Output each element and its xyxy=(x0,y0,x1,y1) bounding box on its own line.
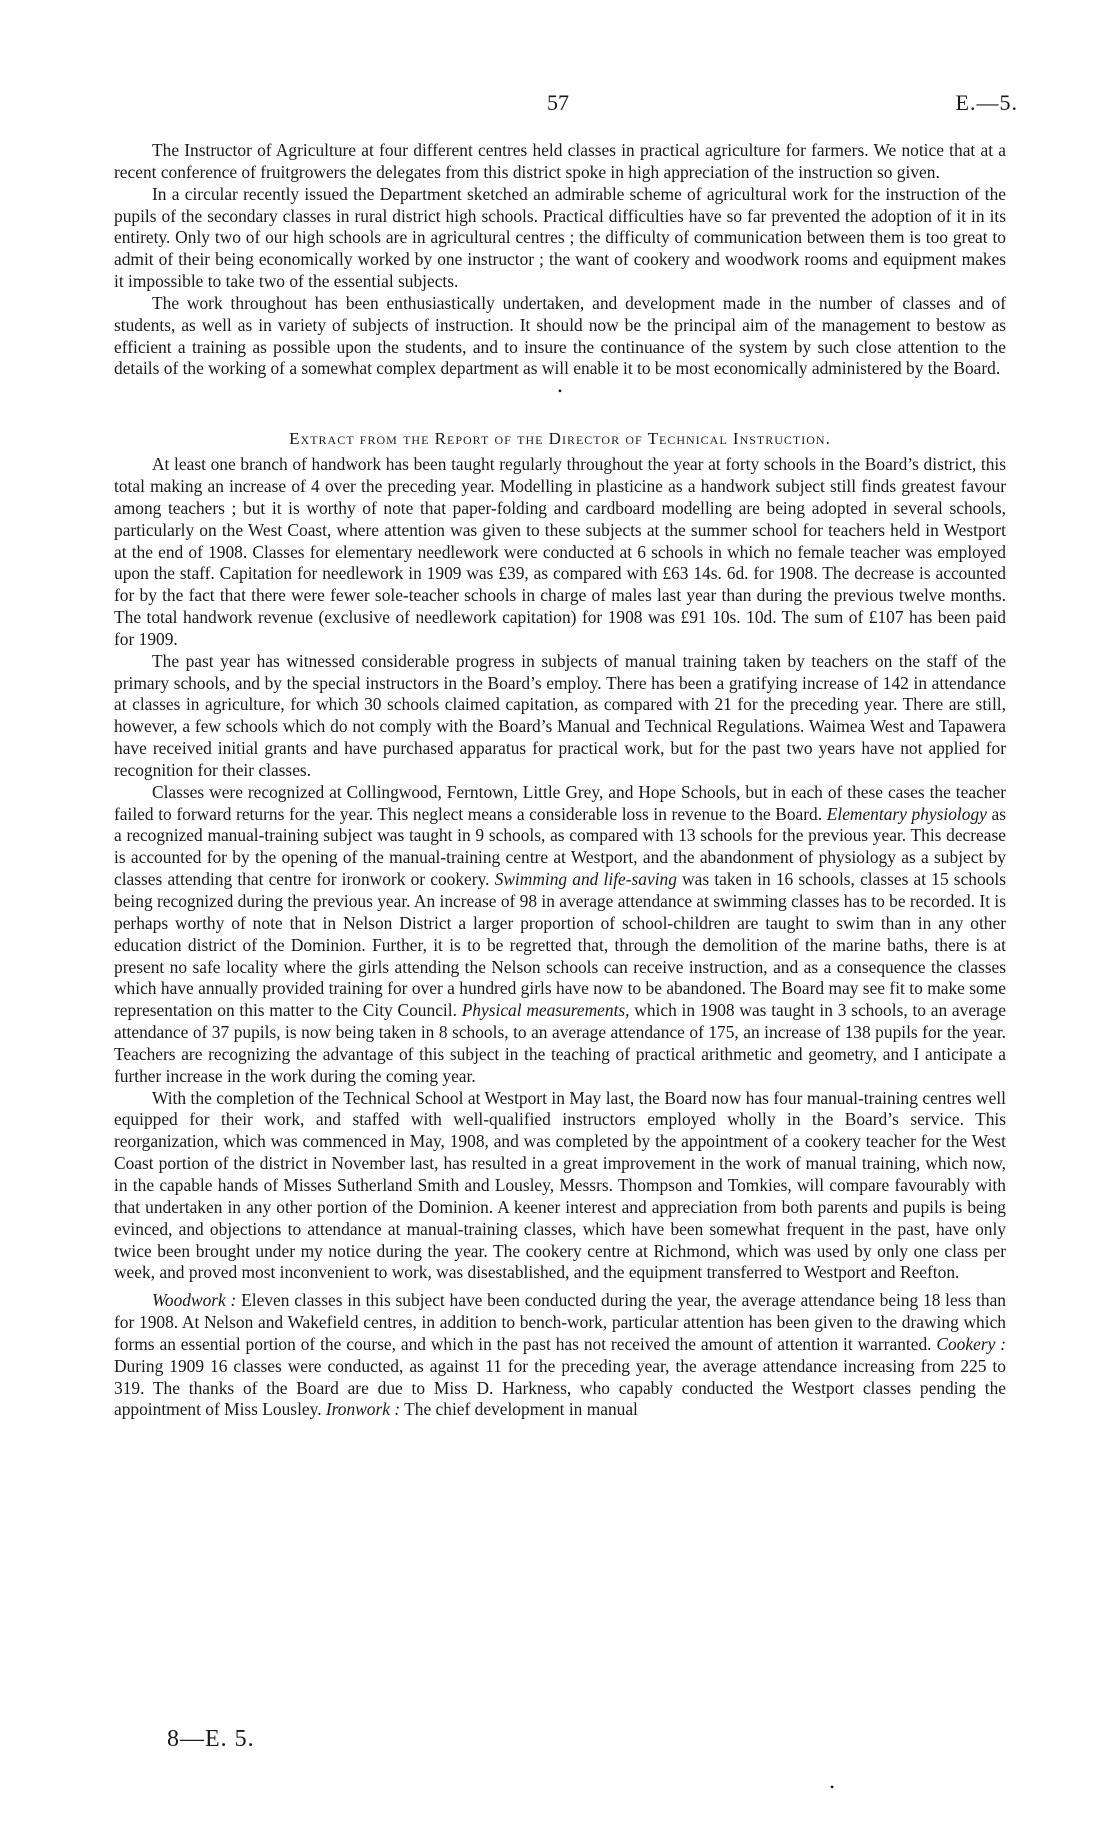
p8-italic-ironwork: Ironwork : xyxy=(325,1399,401,1420)
paragraph-woodwork-cookery xyxy=(114,1290,1006,1421)
paragraph-handwork: At least one branch of handwork has been taught regularly throughout the year at forty schools in the Board’s district, this total making an increase of 4 over the preceding year. Modelling in plasticine as a handwork subject still finds greatest favour among teachers ; but it is worthy of note that paper-folding and cardboard modelling are being adopted in several schools, particularly on the West Coast, where attention was given to these subjects at the summer school for teachers held in Westport at the end of 1908. Classes for elementary needlework were conducted at 6 schools in which no female teacher was employed upon the staff. Capitation for needlework in 1909 was £39, as compared with £63 14s. 6d. for 1908. The decrease is accounted for by the fact that there were fewer sole-teacher schools in charge of males last year than during the previous twelve months. The total handwork revenue (exclusive of needlework capitation) for 1908 was £91 10s. 10d. The sum of £107 has been paid for 1909. xyxy=(114,454,1006,649)
p6-italic-swimming: Swimming and life-saving xyxy=(494,869,677,890)
p6-text-b: as a recognized manual-training subject was taught in 9 schools, as compared with 13 schools for the previous year. This decrease is accounted for by the opening of the manual-training centre at Westport, and the abandonment of physiology as a subject by classes attending that centre for ironwork or cookery. xyxy=(114,803,1006,890)
paragraph-manual-training-progress: The past year has witnessed considerable progress in subjects of manual training taken by teachers on the staff of the primary schools, and by the special instructors in the Board’s employ. There has been a gratifying increase of 142 in attendance at classes in agriculture, for which 30 schools claimed capitation, as compared with 21 for the preceding year. There are still, however, a few schools which do not comply with the Board’s Manual and Technical Regulations. Waimea West and Tapawera have received initial grants and have purchased apparatus for practical work, but for the past two years have not applied for recognition for their classes. xyxy=(114,650,1006,780)
p8-text-b: During 1909 16 classes were conducted, as against 11 for the preceding year, the average attendance increasing from 225 to 319. The thanks of the Board are due to Miss D. Harkness, who capably conducted the Westport classes pending the appointment of Miss Lousley. xyxy=(114,1355,1006,1420)
p8-italic-woodwork: Woodwork : xyxy=(152,1290,237,1311)
p6-italic-physiology: Elementary physiology xyxy=(826,803,987,824)
paragraph-work-throughout: The work throughout has been enthusiastically undertaken, and development made in the number of classes and of students, as well as in variety of subjects of instruction. It should now be the principal aim of the management to bestow as efficient a training as possible upon the students, and to insure the continuance of the system by such close attention to the details of the working of a somewhat complex department as will enable it to be most economically administered by the Board. xyxy=(114,292,1006,379)
paragraph-agriculture-instructor: The Instructor of Agriculture at four different centres held classes in practical agriculture for farmers. We notice that at a recent conference of fruitgrowers the delegates from this district spoke in high appreciation of the instruction so given. xyxy=(114,140,1006,182)
p8-text-c: The chief development in manual xyxy=(400,1399,638,1420)
paragraph-classes-recognized xyxy=(114,782,1006,1088)
footer-dot: • xyxy=(830,1780,835,1794)
p6-text-a: Classes were recognized at Collingwood, Ferntown, Little Grey, and Hope Schools, but in each of these cases the teacher failed to forward returns for the year. This neglect means a considerable loss in revenue to the Board. xyxy=(114,781,1006,824)
paragraph-agricultural-scheme: In a circular recently issued the Department sketched an admirable scheme of agricultural work for the instruction of the pupils of the secondary classes in rural district high schools. Practical difficulties have so far prevented the adoption of it in its entirety. Only two of our high schools are in agricultural centres ; the difficulty of communication between them is too great to admit of their being economically worked by one instructor ; the want of cookery and woodwork rooms and equipment makes it impossible to take two of the essential subjects. xyxy=(114,183,1006,292)
document-reference: E.—5. xyxy=(955,90,1018,115)
page-number: 57 xyxy=(547,90,569,115)
bullet-mark: • xyxy=(557,384,563,399)
section-title: Extract from the Report of the Director of Technical Instruction. xyxy=(289,429,831,449)
body-text xyxy=(114,140,1006,1421)
p6-text-d: which in 1908 was taught in 3 schools, to an average attendance of 37 pupils, is now being taken in 8 schools, to an average attendance of 175, an increase of 138 pupils for the year. Teachers are recognizing the advantage of this subject in the teaching of practical arithmetic and geometry, and I anticipate a further increase in the work during the coming year. xyxy=(114,1000,1006,1086)
p8-italic-cookery: Cookery : xyxy=(936,1333,1006,1354)
p6-italic-physical-measurements: Physical measurements, xyxy=(461,1000,630,1021)
p6-text-c: was taken in 16 schools, classes at 15 schools being recognized during the previous year. An increase of 98 in average attendance at swimming classes has to be recorded. It is perhaps worthy of note that in Nelson District a larger proportion of school-children are taught to swim than in any other education district of the Dominion. Further, it is to be regretted that, through the demolition of the marine baths, there is at present no safe locality where the girls attending the Nelson schools can receive instruction, and as a consequence the classes which have annually provided training for over a hundred girls have now to be abandoned. The Board may see fit to make some representation on this matter to the City Council. xyxy=(114,869,1006,1021)
footer-signature: 8—E. 5. xyxy=(167,1726,255,1752)
p8-text-a: Eleven classes in this subject have been conducted during the year, the average attendance being 18 less than for 1908. At Nelson and Wakefield centres, in addition to bench-work, particular attention has been given to the drawing which forms an essential portion of the course, and which in the past has not received the amount of attention it warranted. xyxy=(114,1290,1006,1354)
paragraph-technical-school-westport: With the completion of the Technical School at Westport in May last, the Board now has four manual-training centres well equipped for their work, and staffed with well-qualified instructors employed wholly in the Board’s service. This reorganization, which was commenced in May, 1908, and was completed by the appointment of a cookery teacher for the West Coast portion of the district in November last, has resulted in a great improvement in the work of manual training, which now, in the capable hands of Misses Sutherland Smith and Lousley, Messrs. Thompson and Tomkies, will compare favourably with that undertaken in any other portion of the Dominion. A keener interest and appreciation from both parents and pupils is being evinced, and objections to attendance at manual-training classes, which have been somewhat frequent in the past, have only twice been brought under my notice during the year. The cookery centre at Richmond, which was used by only one class per week, and proved most inconvenient to work, was disestablished, and the equipment transferred to Westport and Reefton. xyxy=(114,1087,1006,1283)
